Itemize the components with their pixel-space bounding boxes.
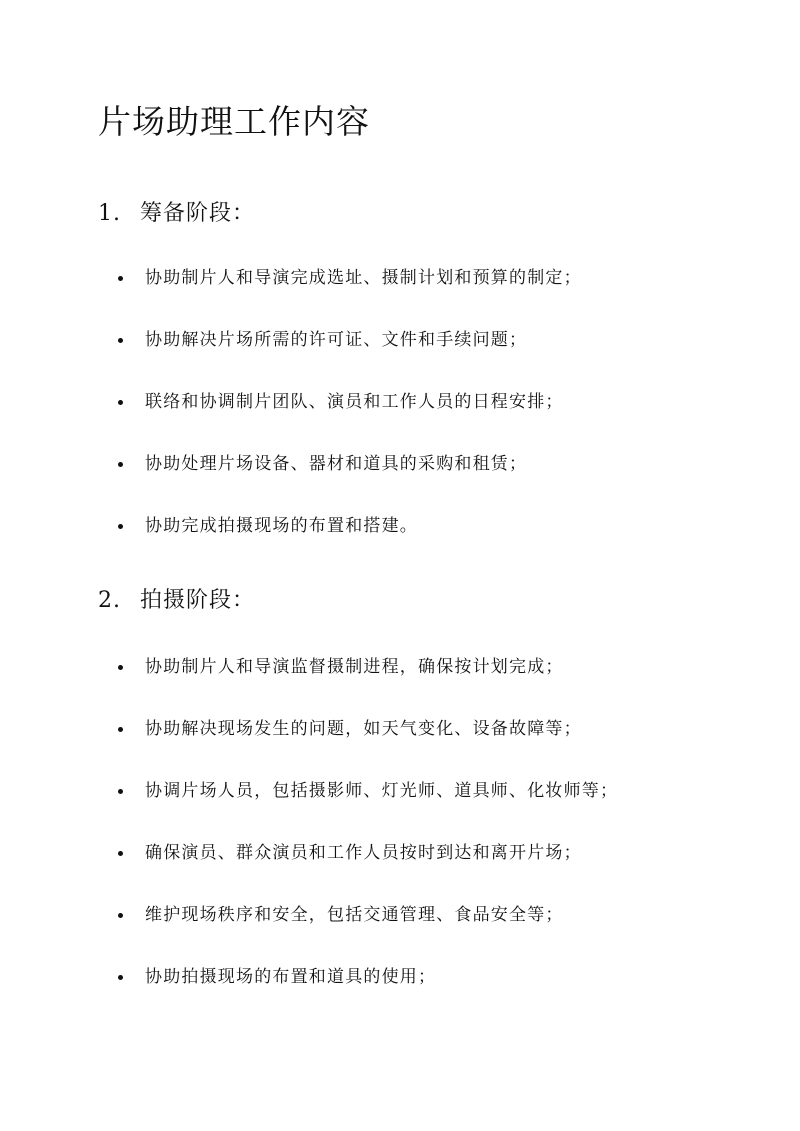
- section-title: 筹备阶段：: [140, 201, 256, 226]
- list-item: [118, 657, 758, 719]
- list-item-text: 联络和协调制片团队、演员和工作人员的日程安排；: [145, 392, 564, 412]
- list-item-text: 协助完成拍摄现场的布置和搭建。: [145, 516, 418, 536]
- preparation-task-list: [118, 268, 758, 578]
- section-heading-shooting: [98, 583, 255, 614]
- bullet-icon: [118, 727, 123, 732]
- section-title: 拍摄阶段：: [140, 588, 256, 613]
- section-heading-preparation: [98, 196, 255, 227]
- list-item: [118, 781, 758, 843]
- bullet-icon: [118, 400, 123, 405]
- bullet-icon: [118, 665, 123, 670]
- list-item-text: 维护现场秩序和安全，包括交通管理、食品安全等；: [145, 905, 564, 925]
- list-item-text: 协助制片人和导演监督摄制进程，确保按计划完成；: [145, 657, 564, 677]
- list-item: [118, 719, 758, 781]
- list-item-text: 确保演员、群众演员和工作人员按时到达和离开片场；: [145, 843, 582, 863]
- shooting-task-list: [118, 657, 758, 1029]
- list-item: [118, 843, 758, 905]
- list-item: [118, 268, 758, 330]
- section-number: 1.: [98, 201, 121, 226]
- bullet-icon: [118, 276, 123, 281]
- list-item-text: 协助制片人和导演完成选址、摄制计划和预算的制定；: [145, 268, 582, 288]
- bullet-icon: [118, 462, 123, 467]
- list-item-text: 协助解决片场所需的许可证、文件和手续问题；: [145, 330, 528, 350]
- list-item: [118, 392, 758, 454]
- list-item-text: 协助处理片场设备、器材和道具的采购和租赁；: [145, 454, 528, 474]
- list-item-text: 协助拍摄现场的布置和道具的使用；: [145, 967, 437, 987]
- bullet-icon: [118, 851, 123, 856]
- section-number: 2.: [98, 588, 121, 613]
- bullet-icon: [118, 524, 123, 529]
- list-item: [118, 330, 758, 392]
- list-item: [118, 967, 758, 1029]
- list-item: [118, 905, 758, 967]
- bullet-icon: [118, 913, 123, 918]
- list-item: [118, 454, 758, 516]
- list-item-text: 协调片场人员，包括摄影师、灯光师、道具师、化妆师等；: [145, 781, 619, 801]
- document-title: 片场助理工作内容: [98, 102, 370, 141]
- list-item-text: 协助解决现场发生的问题，如天气变化、设备故障等；: [145, 719, 582, 739]
- bullet-icon: [118, 789, 123, 794]
- bullet-icon: [118, 338, 123, 343]
- bullet-icon: [118, 975, 123, 980]
- list-item: [118, 516, 758, 578]
